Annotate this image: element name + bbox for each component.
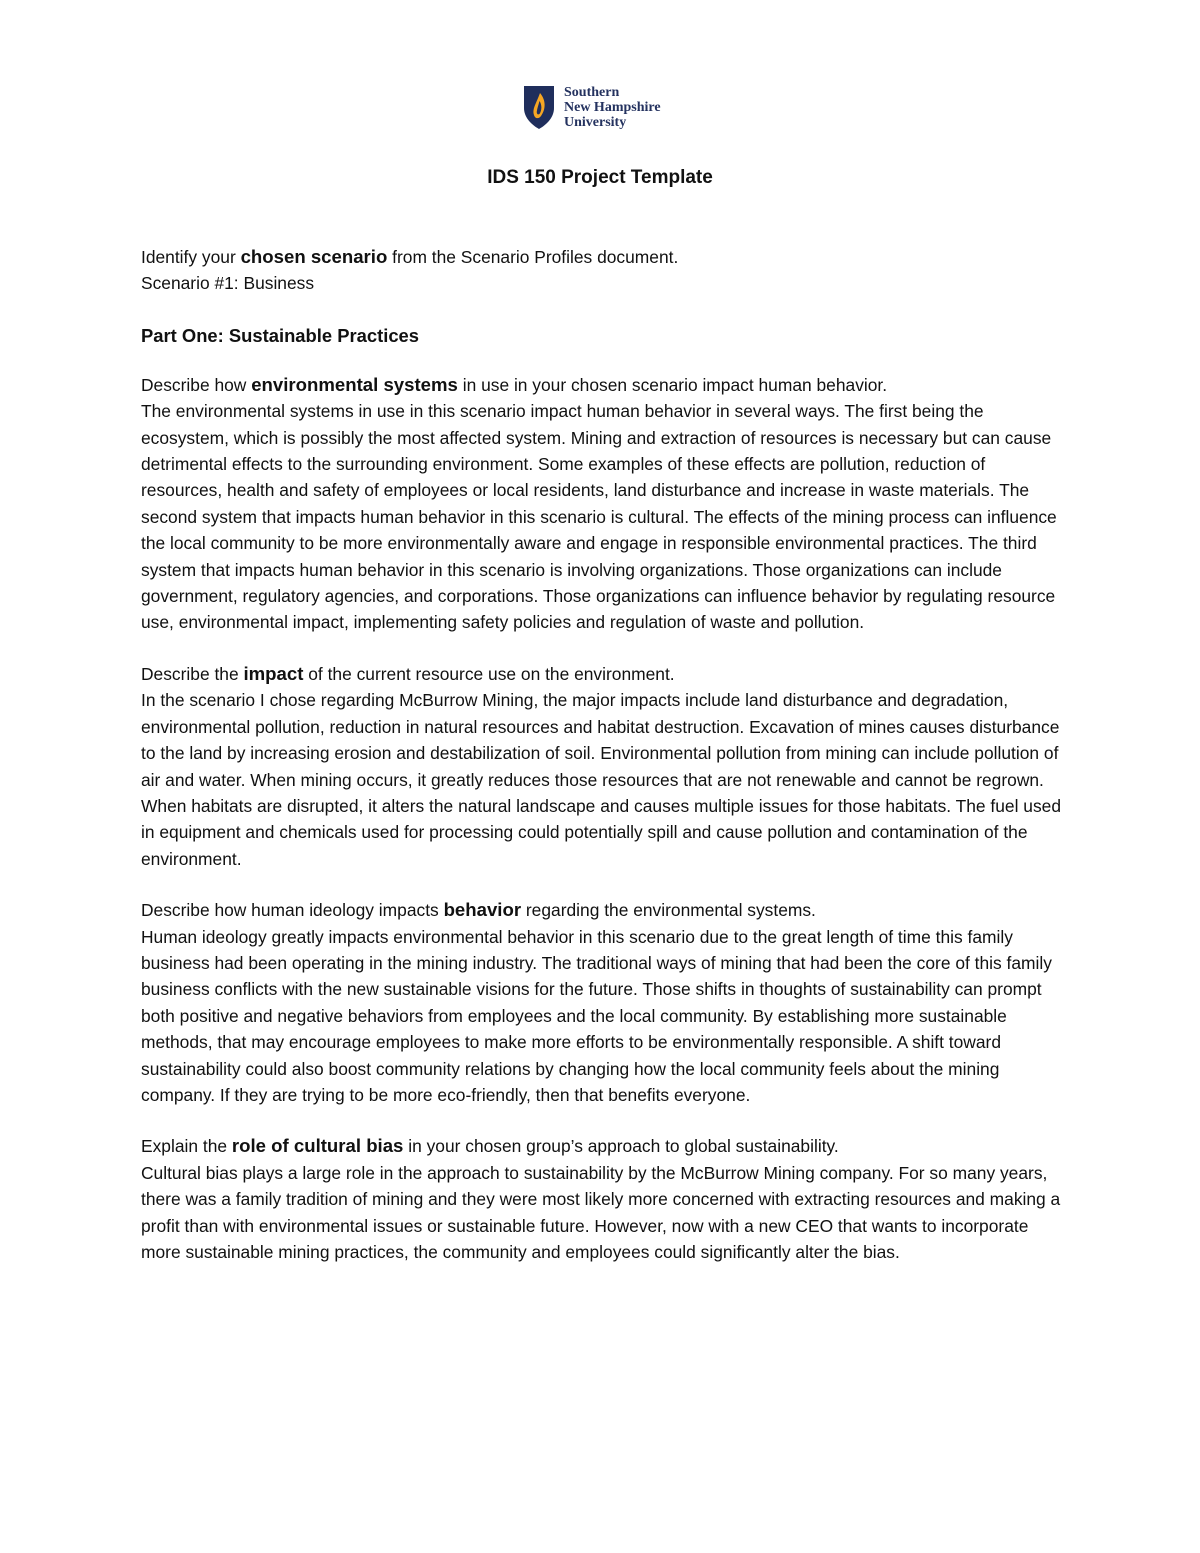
prompt-text: Describe the	[141, 663, 244, 684]
environmental-systems-answer: The environmental systems in use in this scenario impact human behavior in several ways. The first being the ecosystem, which is possibly the most affected system. Mining and extraction of resources is necessary but can cause detrimental effects to the surrounding environment. Some examples of these effects are pollution, reduction of resources, health and safety of employees or local residents, land disturbance and increase in waste materials. The second system that impacts human behavior in this scenario is cultural. The effects of the mining process can influence the local community to be more environmentally aware and engage in responsible environmental practices. The third system that impacts human behavior in this scenario is involving organizations. Those organizations can include government, regulatory agencies, and corporations. Those organizations can influence behavior by regulating resource use, environmental impact, implementing safety policies and regulation of waste and pollution.	[141, 401, 1057, 633]
prompt-keyword: behavior	[443, 899, 522, 921]
university-name-line-2: New Hampshire	[564, 100, 661, 115]
impact-prompt	[141, 661, 1071, 687]
university-logo	[522, 84, 661, 130]
prompt-text: Identify your	[141, 247, 241, 267]
university-name-line-3: University	[564, 115, 627, 130]
prompt-text: Describe how	[141, 374, 252, 395]
impact-answer: In the scenario I chose regarding McBurrow Mining, the major impacts include land disturbance and degradation, environmental pollution, reduction in natural resources and habitat destruction. Excavation of mines causes disturbance to the land by increasing erosion and destabilization of soil. Environmental pollution from mining can include pollution of air and water. When mining occurs, it greatly reduces those resources that are not renewable and cannot be regrown. When habitats are disrupted, it alters the natural landscape and causes multiple issues for those habitats. The fuel used in equipment and chemicals used for processing could potentially spill and cause pollution and contamination of the environment.	[141, 690, 1061, 869]
prompt-text: Explain the	[141, 1136, 232, 1157]
prompt-keyword: chosen scenario	[240, 246, 388, 267]
prompt-text: in use in your chosen scenario impact human behavior.	[457, 374, 888, 395]
prompt-keyword: environmental systems	[251, 373, 458, 395]
prompt-text: in your chosen group’s approach to global sustainability.	[403, 1136, 839, 1157]
prompt-text: regarding the environmental systems.	[521, 900, 816, 921]
scenario-prompt	[141, 244, 1071, 270]
prompt-keyword: impact	[243, 662, 304, 684]
cultural-bias-answer: Cultural bias plays a large role in the approach to sustainability by the McBurrow Mining company. For so many years, there was a family tradition of mining and they were most likely more concerned with extracting resources and making a profit than with environmental issues or sustainable future. However, now with a new CEO that wants to incorporate more sustainable mining practices, the community and employees could significantly alter the bias.	[141, 1162, 1061, 1262]
university-name	[564, 85, 661, 130]
document-body	[141, 244, 1071, 1265]
behavior-answer: Human ideology greatly impacts environmental behavior in this scenario due to the great length of time this family business had been operating in the mining industry. The traditional ways of mining that had been the core of this family business conflicts with the new sustainable visions for the future. Those shifts in thoughts of sustainability can prompt both positive and negative behaviors from employees and the local community. By establishing more sustainable methods, that may encourage employees to make more efforts to be environmentally responsible. A shift toward sustainability could also boost community relations by changing how the local community feels about the mining company. If they are trying to be more eco-friendly, then that benefits everyone.	[141, 926, 1052, 1105]
shield-flame-icon	[522, 84, 556, 130]
environmental-systems-prompt	[141, 372, 1071, 398]
prompt-keyword: role of cultural bias	[231, 1135, 404, 1157]
prompt-text: from the Scenario Profiles document.	[387, 247, 679, 267]
behavior-prompt	[141, 897, 1071, 923]
scenario-answer: Scenario #1: Business	[141, 273, 315, 294]
university-name-line-1: Southern	[564, 85, 620, 100]
part-one-heading: Part One: Sustainable Practices	[141, 324, 420, 346]
prompt-text: of the current resource use on the environment.	[303, 663, 675, 684]
cultural-bias-prompt	[141, 1133, 1071, 1159]
prompt-text: Describe how human ideology impacts	[141, 900, 444, 921]
document-title: IDS 150 Project Template	[487, 167, 713, 188]
